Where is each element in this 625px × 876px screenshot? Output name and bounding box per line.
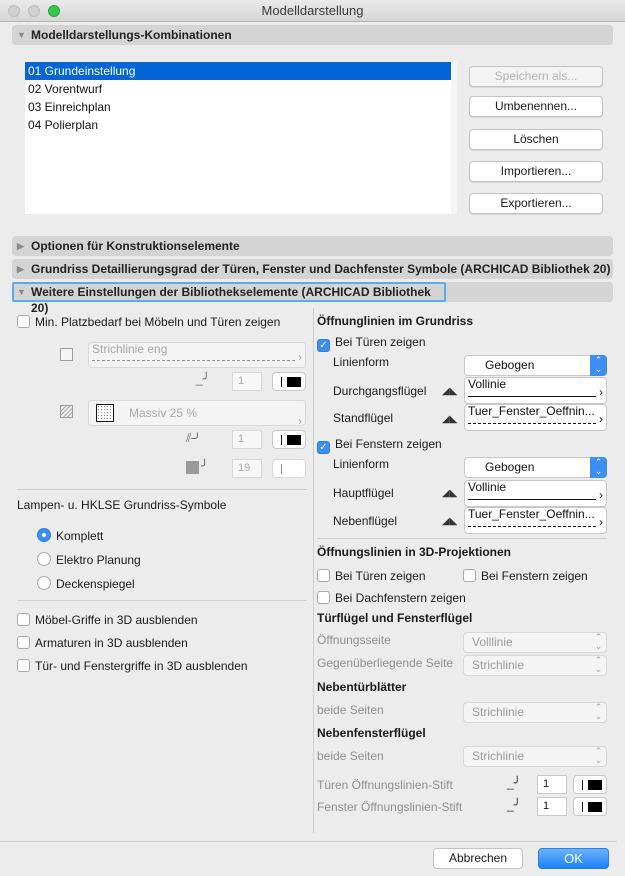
proj-doors-checkbox[interactable]: Bei Türen zeigen xyxy=(317,567,426,583)
updown-stepper-icon: ⌃ ⌄ xyxy=(594,702,603,721)
opening-side-label: Öffnungsseite xyxy=(317,633,391,647)
lamps-title: Lampen- u. HKLSE Grundriss-Symbole xyxy=(17,498,227,512)
fill-pattern-swatch xyxy=(96,404,114,422)
fill-type-value: Massiv 25 % xyxy=(129,406,198,420)
checkbox-box[interactable] xyxy=(463,569,476,582)
side-window-both-sides-label: beide Seiten xyxy=(317,749,384,763)
chevron-right-icon: › xyxy=(599,385,603,399)
line-name: Vollinie xyxy=(468,377,507,391)
opposite-side-label: Gegenüberliegende Seite xyxy=(317,656,454,670)
divider xyxy=(17,489,307,490)
checkbox-box[interactable] xyxy=(17,613,30,626)
min-space-checkbox[interactable]: Min. Platzbedarf bei Möbeln und Türen zeigen xyxy=(17,313,280,329)
disclosure-closed-icon: ▶ xyxy=(17,241,24,251)
updown-stepper-icon: ⌃ ⌄ xyxy=(594,655,603,674)
door-main-wing-line-field[interactable] xyxy=(464,377,607,404)
background-fill-icon xyxy=(186,461,199,474)
door-main-wing-label: Durchgangsflügel xyxy=(333,384,427,398)
updown-stepper-icon: ⌃ ⌄ xyxy=(590,355,607,376)
pen-icon: _╯ xyxy=(507,776,521,790)
chevron-right-icon: › xyxy=(599,488,603,502)
window-pen-color[interactable] xyxy=(573,797,607,816)
hatch-icon xyxy=(60,405,73,418)
hatch-pen-icon: ⫽╯ xyxy=(186,431,204,445)
footer-divider xyxy=(0,841,617,842)
show-doors-checkbox[interactable]: ✓ Bei Türen zeigen xyxy=(317,335,426,350)
disclosure-closed-icon: ▶ xyxy=(17,264,24,274)
rename-button[interactable]: Umbenennen... xyxy=(469,96,603,117)
section-title: Grundriss Detaillierungsgrad der Türen, Fenster und Dachfenster Symbole (ARCHICAD Bibliothek 20) xyxy=(31,262,611,276)
section-library-header[interactable] xyxy=(12,282,446,315)
chevron-right-icon: › xyxy=(298,350,302,364)
dashed-line-preview xyxy=(468,526,596,527)
window-side-wing-label: Nebenflügel xyxy=(333,514,398,528)
section-title: Modelldarstellungs-Kombinationen xyxy=(31,28,232,42)
solid-line-preview xyxy=(468,396,596,397)
pen-icon: _╯ xyxy=(196,372,210,386)
select-value: Strichlinie xyxy=(472,705,525,719)
window-linienform-label: Linienform xyxy=(333,457,390,471)
select-value: Strichlinie xyxy=(472,658,525,672)
list-item[interactable]: 01 Grundeinstellung xyxy=(25,62,451,80)
side-window-leaves-title: Nebenfensterflügel xyxy=(317,726,426,740)
3d-projection-title: Öffnungslinien in 3D-Projektionen xyxy=(317,545,512,559)
window-title: Modelldarstellung xyxy=(261,3,364,18)
door-fixed-wing-line-field[interactable] xyxy=(464,404,607,431)
window-swing-icon: ◢◣ xyxy=(442,516,458,527)
divider xyxy=(17,600,307,601)
fill-type-field[interactable] xyxy=(88,400,306,426)
opposite-side-select[interactable] xyxy=(463,655,607,676)
line-type-field[interactable] xyxy=(88,342,306,368)
select-value: Strichlinie xyxy=(472,749,525,763)
door-linienform-label: Linienform xyxy=(333,355,390,369)
cancel-button[interactable]: Abbrechen xyxy=(433,848,523,869)
door-swing-icon: ◢◣ xyxy=(442,386,458,397)
updown-stepper-icon: ⌃ ⌄ xyxy=(590,457,607,478)
radio-elektro-planung[interactable]: Elektro Planung xyxy=(37,550,141,567)
window-main-wing-line-field[interactable] xyxy=(464,480,607,507)
pen-icon: ╯ xyxy=(201,459,209,473)
door-pen-label: Türen Öffnungslinien-Stift xyxy=(317,778,453,792)
delete-button[interactable]: Löschen xyxy=(469,129,603,150)
side-door-line-select[interactable] xyxy=(463,702,607,723)
hide-door-window-handles-checkbox[interactable]: Tür- und Fenstergriffe in 3D ausblenden xyxy=(17,657,248,673)
line-type-value: Strichlinie eng xyxy=(92,342,168,356)
section-title: Optionen für Konstruktionselemente xyxy=(31,239,240,253)
checkbox-box[interactable] xyxy=(317,569,330,582)
fill-pen-number[interactable]: 1 xyxy=(232,430,262,449)
leaves-title: Türflügel und Fensterflügel xyxy=(317,611,473,625)
line-pen-number[interactable]: 1 xyxy=(232,372,262,391)
side-door-both-sides-label: beide Seiten xyxy=(317,703,384,717)
background-pen-color[interactable] xyxy=(272,459,306,478)
section-title: Weitere Einstellungen der Bibliothekselemente (ARCHICAD Bibliothek 20) xyxy=(31,285,431,315)
window-pen-label: Fenster Öffnungslinien-Stift xyxy=(317,800,463,814)
radio-button[interactable] xyxy=(37,576,51,590)
list-item[interactable]: 04 Polierplan xyxy=(28,118,99,132)
dashed-line-preview xyxy=(92,360,295,361)
chevron-right-icon: › xyxy=(599,412,603,426)
chevron-right-icon: › xyxy=(298,414,302,428)
column-divider xyxy=(313,308,314,833)
checkbox-box[interactable] xyxy=(317,591,330,604)
window-main-wing-label: Hauptflügel xyxy=(333,486,394,500)
checkbox-box[interactable] xyxy=(17,636,30,649)
checkbox-box[interactable] xyxy=(17,659,30,672)
side-door-leaves-title: Nebentürblätter xyxy=(317,680,407,694)
import-button[interactable]: Importieren... xyxy=(469,161,603,182)
radio-button[interactable] xyxy=(37,528,51,542)
list-item[interactable]: 02 Vorentwurf xyxy=(28,82,103,96)
floorplan-opening-lines-title: Öffnunglinien im Grundriss xyxy=(317,314,473,328)
line-pen-color[interactable] xyxy=(272,372,306,391)
checkmark-icon[interactable]: ✓ xyxy=(317,441,330,454)
pen-icon: _╯ xyxy=(507,798,521,812)
window-side-wing-line-field[interactable] xyxy=(464,507,607,534)
updown-stepper-icon: ⌃ ⌄ xyxy=(594,632,603,651)
window-linienform-select[interactable] xyxy=(464,457,607,478)
door-pen-color[interactable] xyxy=(573,775,607,794)
export-button[interactable]: Exportieren... xyxy=(469,193,603,214)
radio-deckenspiegel[interactable]: Deckenspiegel xyxy=(37,574,135,591)
section-construction-header[interactable] xyxy=(12,236,613,256)
select-value: Volllinie xyxy=(472,635,513,649)
side-window-line-select[interactable] xyxy=(463,746,607,767)
combinations-list[interactable] xyxy=(25,62,457,214)
checkbox-box[interactable] xyxy=(17,315,30,328)
checkmark-icon[interactable]: ✓ xyxy=(317,339,330,352)
disclosure-open-icon: ▼ xyxy=(17,30,26,40)
disclosure-open-icon: ▼ xyxy=(17,287,26,297)
updown-stepper-icon: ⌃ ⌄ xyxy=(594,746,603,765)
show-windows-checkbox[interactable]: ✓ Bei Fenstern zeigen xyxy=(317,437,442,452)
list-item[interactable]: 03 Einreichplan xyxy=(28,100,111,114)
dashed-line-preview xyxy=(468,423,596,424)
select-value: Gebogen xyxy=(485,460,535,474)
door-fixed-wing-label: Standflügel xyxy=(333,411,394,425)
window-pen-number[interactable]: 1 xyxy=(537,797,567,816)
fill-pen-color[interactable] xyxy=(272,430,306,449)
line-name: Tuer_Fenster_Oeffnin... xyxy=(468,404,595,418)
hide-fittings-checkbox[interactable]: Armaturen in 3D ausblenden xyxy=(17,634,188,650)
chevron-right-icon: › xyxy=(599,515,603,529)
section-combinations-header[interactable] xyxy=(12,25,613,45)
select-value: Gebogen xyxy=(485,358,535,372)
hide-furniture-handles-checkbox[interactable]: Möbel-Griffe in 3D ausblenden xyxy=(17,611,198,627)
section-detail-level-header[interactable] xyxy=(12,259,613,279)
window-swing-icon: ◢◣ xyxy=(442,488,458,499)
line-name: Tuer_Fenster_Oeffnin... xyxy=(468,507,595,521)
title-bar xyxy=(0,0,625,22)
ok-button[interactable]: OK xyxy=(538,848,609,869)
line-name: Vollinie xyxy=(468,480,507,494)
divider xyxy=(317,538,607,539)
proj-windows-checkbox[interactable]: Bei Fenstern zeigen xyxy=(463,567,588,583)
opening-side-select[interactable] xyxy=(463,632,607,653)
door-swing-icon: ◢◣ xyxy=(442,414,458,425)
door-linienform-select[interactable] xyxy=(464,355,607,376)
background-pen-number[interactable]: 19 xyxy=(232,459,262,478)
proj-roof-windows-checkbox[interactable]: Bei Dachfenstern zeigen xyxy=(317,589,466,605)
solid-line-preview xyxy=(468,499,596,500)
save-as-button[interactable]: Speichern als... xyxy=(469,66,603,87)
line-type-icon xyxy=(60,348,73,361)
door-pen-number[interactable]: 1 xyxy=(537,775,567,794)
radio-komplett[interactable]: Komplett xyxy=(37,526,103,543)
radio-button[interactable] xyxy=(37,552,51,566)
